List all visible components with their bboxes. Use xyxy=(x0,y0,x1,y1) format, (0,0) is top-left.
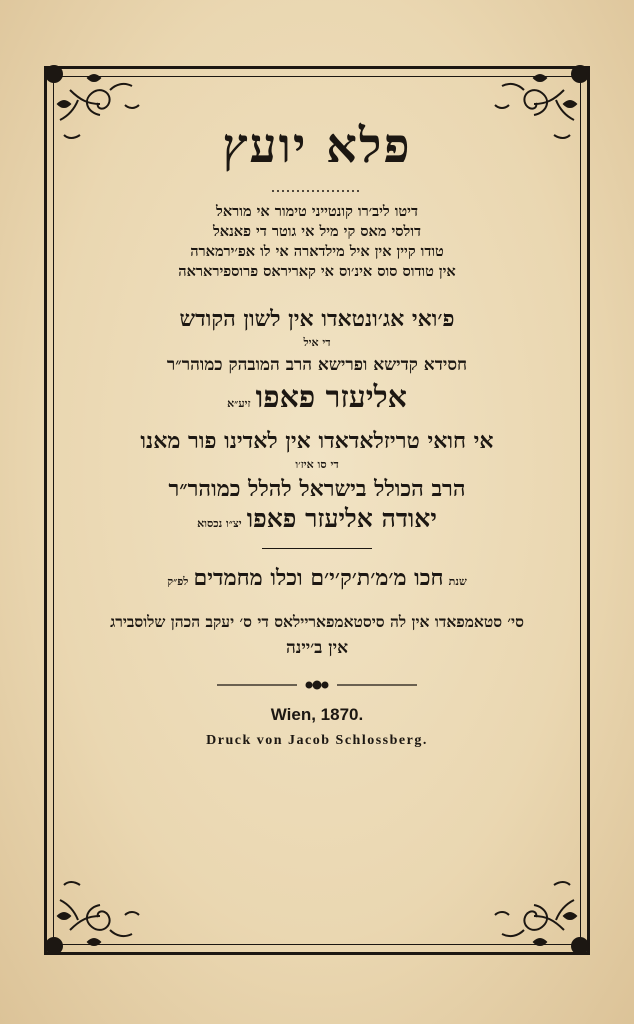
year-text: חכו מ׳מ׳ת׳ק׳י׳ם וכלו מחמדים xyxy=(193,565,444,591)
corner-flourish-icon xyxy=(474,850,594,960)
verse-line: טודו קיין אין איל מילדארה אי לו אפ׳ירמארה xyxy=(190,243,444,260)
di-il-line: די איל xyxy=(303,336,331,349)
year-label: שנת xyxy=(448,575,467,588)
son-suffix: יצ״ו נכסוא xyxy=(197,517,242,530)
harav-line: הרב הכולל בישראל להלל כמוהר״ר xyxy=(168,476,466,502)
di-su-ijo-line: די סו איז׳ו xyxy=(295,458,339,471)
translated-line: פ׳ואי אג׳ונטאדו אין לשון הקודש xyxy=(179,306,455,332)
author-suffix: זיע״א xyxy=(227,397,251,410)
printing-place: אין ב׳יינה xyxy=(286,638,348,658)
son-name: יאודה אליעזר פאפו xyxy=(246,504,437,533)
printer-line: Druck von Jacob Schlossberg. xyxy=(206,733,428,748)
year-line xyxy=(60,563,574,593)
rule-ornament-icon xyxy=(217,677,417,693)
verse-line: דיטו ליב׳רו קונטייני טימור אי מוראל xyxy=(216,203,418,220)
printing-line: סי׳ סטאמפאדו אין לה סיסטאמפאריילאס די ס׳ יעקב הכהן שלוסבירג xyxy=(110,612,524,631)
author-name: אליעזר פאפו xyxy=(255,380,407,415)
verse-line: דולסי מאס קי מיל אי גוטר די פאנאל xyxy=(212,223,422,240)
book-title: פלא יועץ xyxy=(222,118,412,174)
chasida-line: חסידא קדישא ופרישא הרב המובהק כמוהר״ר xyxy=(166,355,468,375)
verse-line: אין טודוס סוס אינ׳וס אי קאריראס פרוספיראראה xyxy=(178,263,456,280)
ladino-line: אי חואי טריזלאדאדו אין לאדינו פור מאנו xyxy=(140,428,494,454)
dotted-ornament-icon xyxy=(272,186,362,196)
divider xyxy=(262,548,372,549)
son-line xyxy=(60,504,574,534)
corner-flourish-icon xyxy=(40,850,160,960)
author-line xyxy=(60,378,574,418)
title-page-content xyxy=(60,110,574,749)
year-suffix: לפ״ק xyxy=(167,575,189,588)
city-year: Wien, 1870. xyxy=(270,705,364,724)
